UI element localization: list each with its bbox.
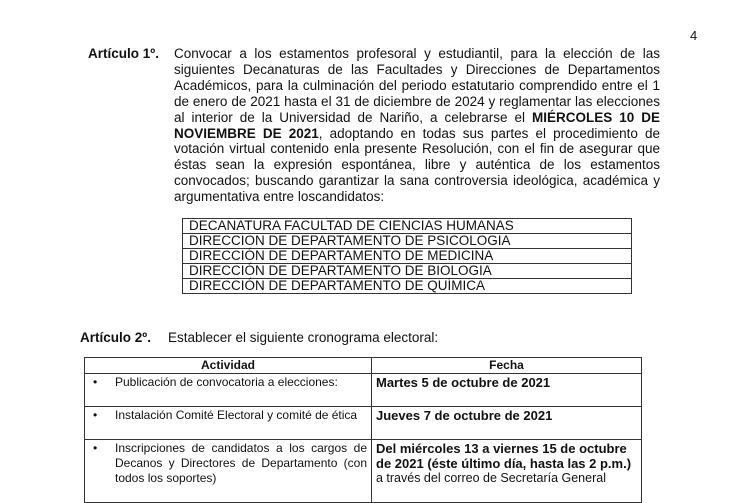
table-row xyxy=(183,234,632,249)
article-1-election-date: MIÉRCOLES 10 DE NOVIEMBRE DE 2021 xyxy=(174,109,660,141)
article-2-label: Artículo 2º. xyxy=(80,330,151,345)
table-row xyxy=(183,219,632,234)
position-cell: DIRECCIÓN DE DEPARTAMENTO DE MEDICINA xyxy=(183,249,632,264)
bullet: • xyxy=(93,408,98,422)
date-note: a través del correo de Secretaría General xyxy=(376,471,606,485)
position-cell: DIRECCIÓN DE DEPARTAMENTO DE BIOLOGIA xyxy=(183,264,632,279)
date-cell xyxy=(372,374,642,407)
position-cell: DIRECCION DE DEPARTAMENTO DE PSICOLOGIA xyxy=(183,234,632,249)
activity-cell xyxy=(85,407,372,440)
positions-table xyxy=(182,218,632,294)
article-1-text-before: Convocar a los estamentos profesoral y estudiantil, para la elección de las siguientes Decanaturas de las Facultades y Direcciones de Departamentos Académicos, para la culminación del periodo estatutario comprendido entre el 1 de enero de 2021 hasta el 31 de diciembre de 2024 y reglamentar las elecciones al interior de la Universidad de Nariño, a celebrarse el xyxy=(174,46,660,125)
date-text: Jueves 7 de octubre de 2021 xyxy=(376,408,553,423)
activity-header: Actividad xyxy=(85,358,372,374)
date-header: Fecha xyxy=(372,358,642,374)
table-row xyxy=(183,264,632,279)
position-cell: DECANATURA FACULTAD DE CIENCIAS HUMANAS xyxy=(183,219,632,234)
bullet: • xyxy=(93,441,98,455)
activity-text: Instalación Comité Electoral y comité de ética xyxy=(115,408,358,422)
bullet: • xyxy=(93,375,98,389)
date-cell xyxy=(372,440,642,503)
position-cell: DIRECCIÓN DE DEPARTAMENTO DE QUÍMICA xyxy=(183,279,632,294)
table-row xyxy=(85,407,642,440)
article-1-text-after: , adoptando en todas sus partes el procedimiento de votación virtual contenido enla presente Resolución, con el fin de asegurar que éstas sean la expresión espontánea, libre y auténtica de los estamentos convocados; buscando garantizar la sana controversia ideológica, académica y argumentativa entre loscandidatos: xyxy=(174,125,660,205)
table-header-row xyxy=(85,358,642,374)
article-1-label: Artículo 1º. xyxy=(88,46,159,61)
table-row xyxy=(183,279,632,294)
activity-text: Publicación de convocatoria a elecciones: xyxy=(115,375,338,389)
date-text: Martes 5 de octubre de 2021 xyxy=(376,375,551,390)
table-row xyxy=(85,374,642,407)
electoral-schedule-table xyxy=(84,357,642,503)
activity-text: Inscripciones de candidatos a los cargos de Decanos y Directores de Departamento (con todos los soportes) xyxy=(115,441,367,485)
article-1-text xyxy=(174,46,660,205)
table-row xyxy=(183,249,632,264)
date-text: Del miércoles 13 a viernes 15 de octubre de 2021 (éste último día, hasta las 2 p.m.) xyxy=(376,441,632,471)
article-2-text: Establecer el siguiente cronograma electoral: xyxy=(168,330,439,345)
table-row xyxy=(85,440,642,503)
page-number: 4 xyxy=(690,28,698,43)
activity-cell xyxy=(85,374,372,407)
activity-cell xyxy=(85,440,372,503)
date-cell xyxy=(372,407,642,440)
